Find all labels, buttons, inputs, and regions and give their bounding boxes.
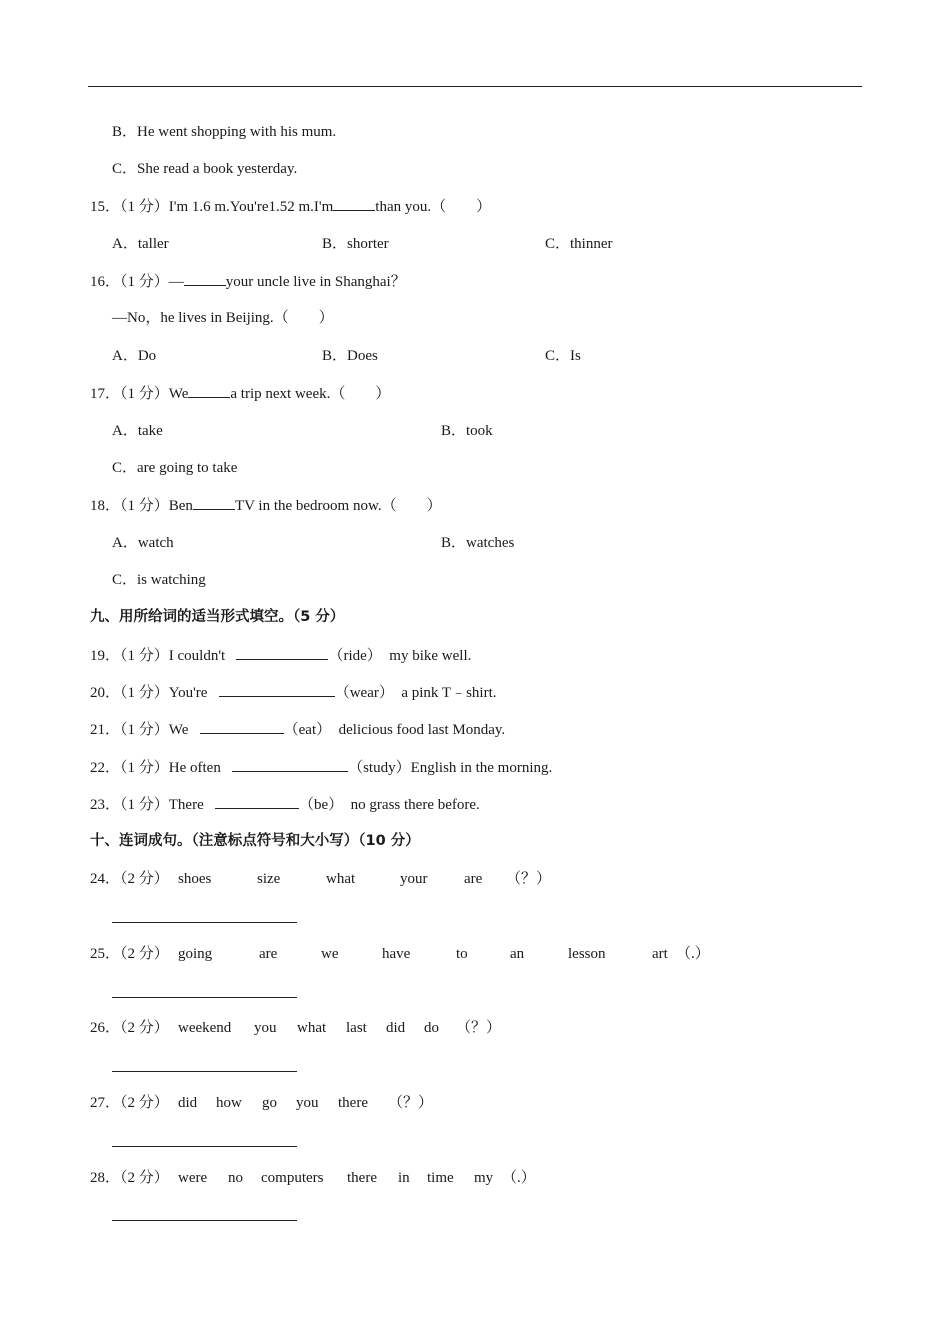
- scrambled-word: what: [297, 1020, 327, 1036]
- word-hint: （ride）: [328, 648, 382, 664]
- question-number: 16．（1 分）: [90, 274, 169, 290]
- scrambled-word: size: [257, 871, 281, 887]
- scrambled-word: you: [254, 1020, 277, 1036]
- header-rule: [88, 86, 862, 87]
- stem-text: no grass there before.: [350, 797, 480, 813]
- question-number: 23．（1 分）: [90, 797, 169, 813]
- q17-option-c[interactable]: C．are going to take: [112, 460, 238, 476]
- q23-stem: [90, 794, 480, 815]
- q20-stem: [90, 682, 497, 703]
- stem-text: I'm 1.6 m.You're1.52 m.I'm: [168, 199, 334, 215]
- scrambled-word: what: [326, 871, 356, 887]
- q15-option-c[interactable]: C．thinner: [545, 236, 613, 252]
- scrambled-word: my: [474, 1170, 494, 1186]
- scrambled-word: an: [510, 946, 525, 962]
- answer-blank: [188, 383, 230, 398]
- scrambled-word: in: [398, 1170, 410, 1186]
- q24-number: 24．（2 分）: [90, 871, 169, 887]
- answer-blank: [193, 495, 235, 510]
- scrambled-word: last: [346, 1020, 367, 1036]
- answer-blank: [333, 196, 375, 211]
- q19-stem: [90, 645, 471, 666]
- scrambled-word: going: [178, 946, 213, 962]
- section-9-title: 九、用所给词的适当形式填空。（5 分）: [90, 609, 345, 625]
- stem-text: He often: [168, 760, 221, 776]
- q24-answer-line[interactable]: [112, 922, 297, 923]
- q16-option-a[interactable]: A．Do: [112, 348, 157, 364]
- punctuation-hint: （？）: [388, 1095, 434, 1111]
- q16-stem: [90, 271, 406, 292]
- scrambled-word: do: [424, 1020, 439, 1036]
- stem-text: English in the morning.: [410, 760, 553, 776]
- q27-answer-line[interactable]: [112, 1146, 297, 1147]
- stem-text: We: [168, 386, 189, 402]
- stem-text: I couldn't: [168, 648, 226, 664]
- q28-answer-line[interactable]: [112, 1220, 297, 1221]
- scrambled-word: time: [427, 1170, 454, 1186]
- q14-option-b[interactable]: B．He went shopping with his mum.: [112, 124, 337, 140]
- question-number: 15．（1 分）: [90, 199, 169, 215]
- scrambled-word: are: [259, 946, 278, 962]
- q22-stem: [90, 757, 552, 778]
- q26-number: 26．（2 分）: [90, 1020, 169, 1036]
- question-number: 21．（1 分）: [90, 722, 169, 738]
- q16-option-c[interactable]: C．Is: [545, 348, 581, 364]
- q18-option-a[interactable]: A．watch: [112, 535, 174, 551]
- q21-stem: [90, 719, 505, 740]
- q15-stem: [90, 196, 491, 217]
- scrambled-word: computers: [261, 1170, 324, 1186]
- q18-stem: [90, 495, 442, 516]
- question-number: 20．（1 分）: [90, 685, 169, 701]
- scrambled-word: there: [338, 1095, 368, 1111]
- q15-option-b[interactable]: B．shorter: [322, 236, 389, 252]
- stem-text: You're: [168, 685, 208, 701]
- word-hint: （be）: [299, 797, 344, 813]
- scrambled-word: your: [400, 871, 428, 887]
- q15-option-a[interactable]: A．taller: [112, 236, 169, 252]
- section-10-title: 十、连词成句。（注意标点符号和大小写）（10 分）: [90, 833, 420, 849]
- q28-number: 28．（2 分）: [90, 1170, 169, 1186]
- scrambled-word: shoes: [178, 871, 212, 887]
- stem-text: a pink T﹣shirt.: [401, 685, 497, 701]
- scrambled-word: no: [228, 1170, 243, 1186]
- scrambled-word: there: [347, 1170, 377, 1186]
- answer-blank[interactable]: [232, 757, 348, 772]
- scrambled-word: have: [382, 946, 411, 962]
- punctuation-hint: （？）: [506, 871, 552, 887]
- stem-text: my bike well.: [389, 648, 472, 664]
- word-hint: （wear）: [334, 685, 394, 701]
- q17-stem: [90, 383, 390, 404]
- stem-text: than you.（ ）: [375, 199, 492, 215]
- answer-blank[interactable]: [219, 682, 335, 697]
- answer-blank[interactable]: [236, 645, 328, 660]
- scrambled-word: did: [178, 1095, 198, 1111]
- q25-number: 25．（2 分）: [90, 946, 169, 962]
- q26-answer-line[interactable]: [112, 1071, 297, 1072]
- scrambled-word: you: [296, 1095, 319, 1111]
- punctuation-hint: （.）: [676, 946, 710, 962]
- scrambled-word: weekend: [178, 1020, 232, 1036]
- q16-option-b[interactable]: B．Does: [322, 348, 378, 364]
- question-number: 18．（1 分）: [90, 498, 169, 514]
- stem-text: delicious food last Monday.: [338, 722, 506, 738]
- q18-option-c[interactable]: C．is watching: [112, 572, 206, 588]
- scrambled-word: art: [652, 946, 668, 962]
- answer-blank[interactable]: [215, 794, 299, 809]
- q17-option-b[interactable]: B．took: [441, 423, 493, 439]
- answer-blank[interactable]: [200, 719, 284, 734]
- question-number: 19．（1 分）: [90, 648, 169, 664]
- word-hint: （study）: [348, 760, 411, 776]
- punctuation-hint: （？）: [456, 1020, 502, 1036]
- answer-blank: [184, 271, 226, 286]
- punctuation-hint: （.）: [502, 1170, 536, 1186]
- q27-number: 27．（2 分）: [90, 1095, 169, 1111]
- scrambled-word: did: [386, 1020, 406, 1036]
- stem-text: Ben: [168, 498, 193, 514]
- question-number: 22．（1 分）: [90, 760, 169, 776]
- scrambled-word: we: [321, 946, 339, 962]
- scrambled-word: go: [262, 1095, 277, 1111]
- scrambled-word: lesson: [568, 946, 606, 962]
- stem-text: We: [168, 722, 189, 738]
- word-hint: （eat）: [283, 722, 332, 738]
- question-number: 17．（1 分）: [90, 386, 169, 402]
- scrambled-word: were: [178, 1170, 208, 1186]
- stem-text: your uncle live in Shanghai？: [225, 274, 406, 290]
- scrambled-word: are: [464, 871, 483, 887]
- scrambled-word: how: [216, 1095, 242, 1111]
- stem-text: —: [168, 274, 184, 290]
- q16-stem-line2: —No，he lives in Beijing.（ ）: [112, 310, 334, 326]
- scrambled-word: to: [456, 946, 468, 962]
- q17-option-a[interactable]: A．take: [112, 423, 163, 439]
- stem-text: TV in the bedroom now.（ ）: [234, 498, 442, 514]
- stem-text: There: [168, 797, 204, 813]
- stem-text: a trip next week.（ ）: [230, 386, 391, 402]
- q25-answer-line[interactable]: [112, 997, 297, 998]
- q14-option-c[interactable]: C．She read a book yesterday.: [112, 161, 298, 177]
- q18-option-b[interactable]: B．watches: [441, 535, 515, 551]
